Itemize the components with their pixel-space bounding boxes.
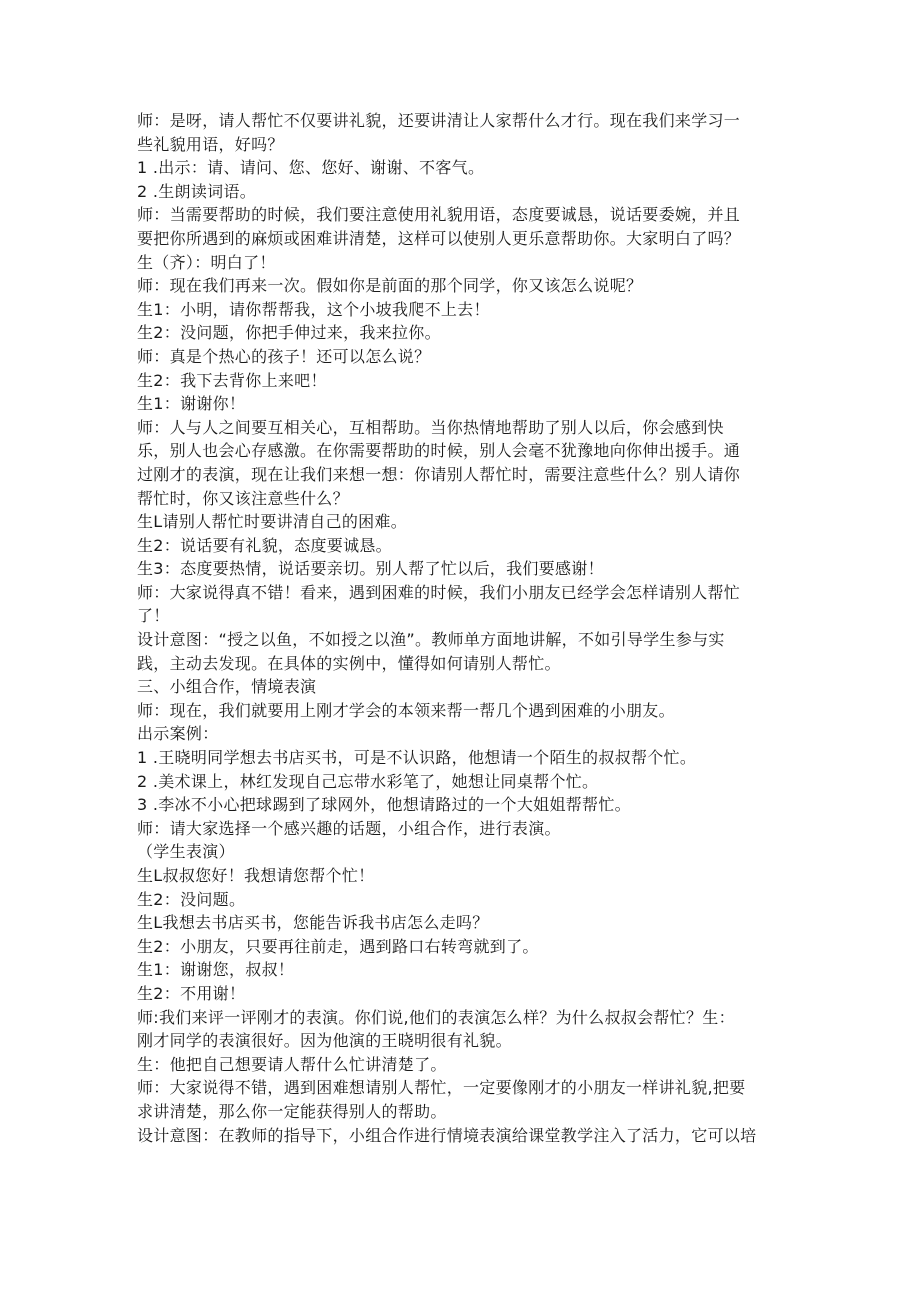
- text-line: 生3：态度要热情，说话要亲切。别人帮了忙以后，我们要感谢！: [137, 559, 604, 579]
- text-line: 师：真是个热心的孩子！还可以怎么说？: [137, 346, 431, 366]
- text-line: 了！: [137, 606, 170, 626]
- text-line: 生2：不用谢！: [137, 983, 246, 1003]
- text-line: 要把你所遇到的麻烦或困难讲清楚，这样可以使别人更乐意帮助你。大家明白了吗？: [137, 228, 741, 248]
- text-line: 生2：没问题，你把手伸过来，我来拉你。: [137, 323, 441, 343]
- text-line: 师:我们来评一评刚才的表演。你们说,他们的表演怎么样？为什么叔叔会帮忙？生：: [137, 1007, 735, 1027]
- text-line: 践，主动去发现。在具体的实例中，懂得如何请别人帮忙。: [137, 653, 561, 673]
- text-line: 生1：小明，请你帮帮我，这个小坡我爬不上去！: [137, 299, 490, 319]
- text-line: 生2：小朋友，只要再往前走，遇到路口右转弯就到了。: [137, 936, 539, 956]
- text-line: 1 .出示：请、请问、您、您好、谢谢、不客气。: [137, 158, 485, 178]
- text-line: 师：大家说得真不错！看来，遇到困难的时候，我们小朋友已经学会怎样请别人帮忙: [137, 582, 741, 602]
- text-line: 些礼貌用语，好吗？: [137, 134, 284, 154]
- text-line: 乐，别人也会心存感激。在你需要帮助的时候，别人会毫不犹豫地向你伸出援手。通: [137, 441, 741, 461]
- text-line: 生：他把自己想要请人帮什么忙讲清楚了。: [137, 1054, 447, 1074]
- text-line: 3 .李冰不小心把球踢到了球网外，他想请路过的一个大姐姐帮帮忙。: [137, 795, 631, 815]
- text-line: 师：大家说得不错，遇到困难想请别人帮忙，一定要像刚才的小朋友一样讲礼貌,把要: [137, 1078, 746, 1098]
- text-line: 师：现在，我们就要用上刚才学会的本领来帮一帮几个遇到困难的小朋友。: [137, 700, 675, 720]
- text-line: 生1：谢谢你！: [137, 394, 246, 414]
- text-line: 师：现在我们再来一次。假如你是前面的那个同学，你又该怎么说呢？: [137, 276, 643, 296]
- text-line: 求讲清楚，那么你一定能获得别人的帮助。: [137, 1101, 447, 1121]
- text-line: 生2：说话要有礼貌，态度要诚恳。: [137, 535, 392, 555]
- text-line: 生1：谢谢您，叔叔！: [137, 960, 295, 980]
- text-line: 生L请别人帮忙时要讲清自己的困难。: [137, 512, 408, 532]
- text-line: 师：是呀，请人帮忙不仅要讲礼貌，还要讲清让人家帮什么才行。现在我们来学习一: [137, 111, 741, 130]
- text-line: 生L我想去书店买书，您能告诉我书店怎么走吗？: [137, 913, 489, 933]
- text-line: 过刚才的表演，现在让我们来想一想：你请别人帮忙时，需要注意些什么？别人请你: [137, 464, 741, 484]
- text-line: 设计意图：在教师的指导下，小组合作进行情境表演给课堂教学注入了活力，它可以培: [137, 1125, 757, 1145]
- text-line: （学生表演）: [137, 842, 235, 862]
- text-line: 生（齐）：明白了！: [137, 252, 276, 272]
- document-body: [137, 109, 787, 1147]
- text-line: 师：当需要帮助的时候，我们要注意使用礼貌用语，态度要诚恳，说话要委婉，并且: [137, 205, 741, 225]
- text-line: 师：请大家选择一个感兴趣的话题，小组合作，进行表演。: [137, 818, 561, 838]
- text-line: 出示案例：: [137, 724, 219, 744]
- text-line: 帮忙时，你又该注意些什么？: [137, 488, 349, 508]
- text-line: 1 .王晓明同学想去书店买书，可是不认识路，他想请一个陌生的叔叔帮个忙。: [137, 748, 697, 768]
- text-line: 生2：没问题。: [137, 889, 246, 909]
- text-line: 生L叔叔您好！我想请您帮个忙！: [137, 866, 375, 885]
- text-line: 师：人与人之间要互相关心，互相帮助。当你热情地帮助了别人以后，你会感到快: [137, 417, 724, 437]
- text-line: 生2：我下去背你上来吧！: [137, 370, 327, 390]
- text-line: 2 .美术课上，林红发现自己忘带水彩笔了，她想让同桌帮个忙。: [137, 771, 599, 791]
- text-line: 2 .生朗读词语。: [137, 181, 257, 201]
- text-line: 刚才同学的表演很好。因为他演的王晓明很有礼貌。: [137, 1031, 512, 1051]
- section-heading: 三、小组合作，情境表演: [137, 677, 317, 697]
- text-line: 设计意图：“授之以鱼，不如授之以渔”。教师单方面地讲解，不如引导学生参与实: [137, 630, 725, 650]
